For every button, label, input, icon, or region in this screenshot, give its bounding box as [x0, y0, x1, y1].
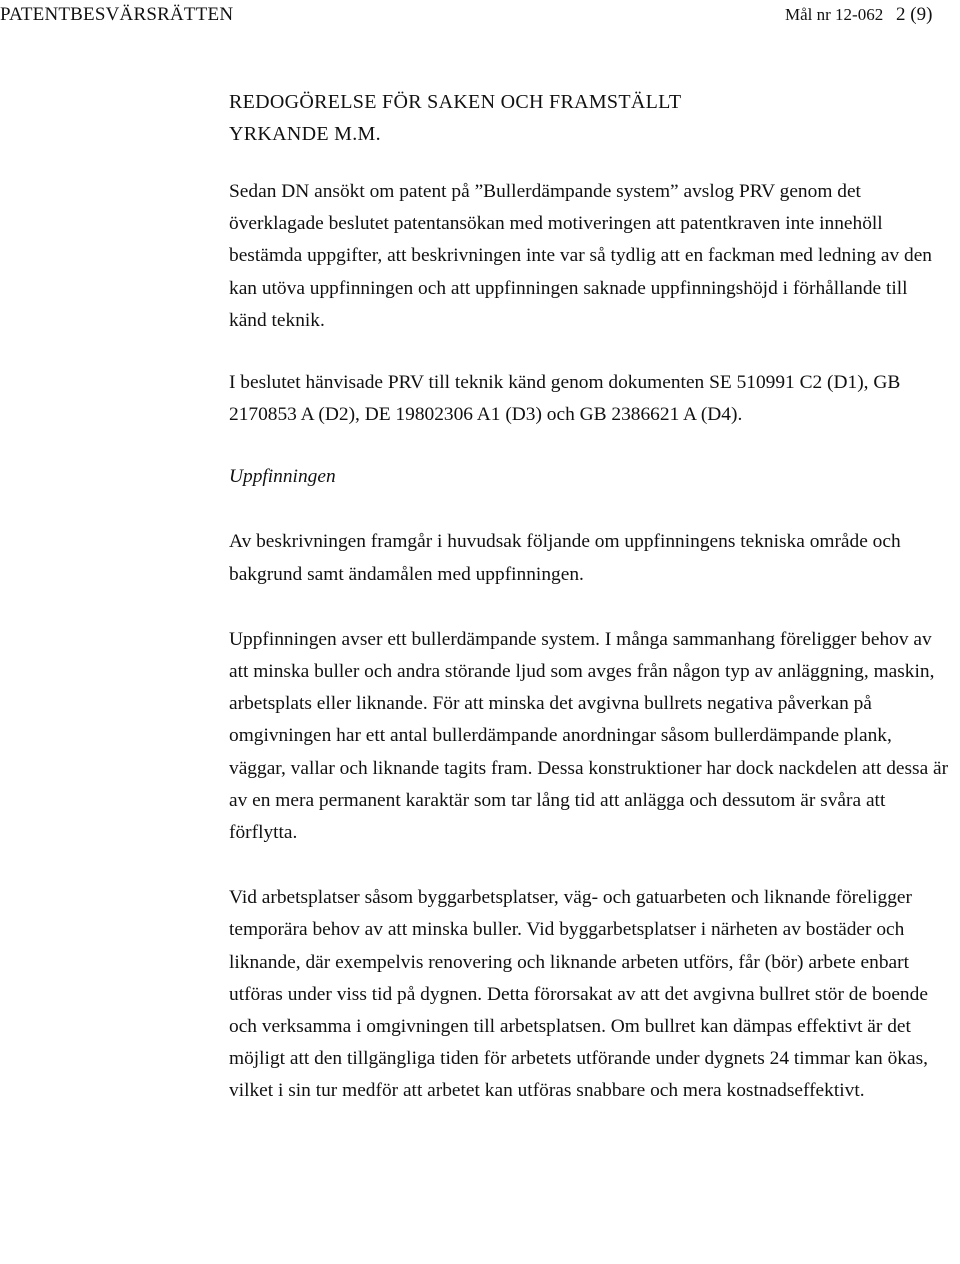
paragraph-description-intro: Av beskrivningen framgår i huvudsak följande om uppfinningens tekniska område och bakgrund samt ändamålen med uppfinningen. [229, 531, 901, 585]
page-indicator: 2 (9) [896, 4, 933, 25]
paragraph-cited-documents: I beslutet hänvisade PRV till teknik känd genom dokumenten SE 510991 C2 (D1), GB 2170853 A (D2), DE 19802306 A1 (D3) och GB 2386621 A (D4). [229, 372, 901, 426]
paragraph-decision-summary: Sedan DN ansökt om patent på ”Bullerdämpande system” avslog PRV genom det överklagade beslutet patentansökan med motiveringen att patentkraven inte innehöll bestämda uppgifter, att beskrivningen inte var så tydlig att en fackman med ledning av den kan utöva uppfinningen och att uppfinningen saknade uppfinningshöjd i förhållande till känd teknik. [229, 181, 932, 331]
subheading-invention: Uppfinningen [229, 466, 336, 488]
page-header [0, 2, 960, 28]
case-number: Mål nr 12-062 [785, 5, 884, 24]
section-heading: REDOGÖRELSE FÖR SAKEN OCH FRAMSTÄLLT YRKANDE M.M. [229, 91, 681, 145]
paragraph-worksite-need: Vid arbetsplatser såsom byggarbetsplatser, väg- och gatuarbeten och liknande föreligger temporära behov av att minska buller. Vid byggarbetsplatser i närheten av bostäder och liknande, där exempelvis renovering och liknande arbeten utförs, får (bör) arbete enbart utföras under viss tid på dygnen. Detta förorsakat av att det avgivna bullret stör de boende och verksamma i omgivningen till arbetsplatsen. Om bullret kan dämpas effektivt är det möjligt att den tillgängliga tiden för arbetets utförande under dygnets 24 timmar kan ökas, vilket i sin tur medför att arbetet kan utföras snabbare och mera kostnadseffektivt. [229, 887, 928, 1102]
document-body [229, 86, 949, 1108]
paragraph-invention-background: Uppfinningen avser ett bullerdämpande system. I många sammanhang föreligger behov av att minska buller och andra störande ljud som avges från någon typ av anläggning, maskin, arbetsplats eller liknande. För att minska det avgivna bullrets negativa påverkan på omgivningen har ett antal bullerdämpande anordningar såsom bullerdämpande plank, väggar, vallar och liknande tagits fram. Dessa konstruktioner har dock nackdelen att dessa är av en mera permanent karaktär som tar lång tid att anlägga och dessutom är svåra att förflytta. [229, 628, 949, 844]
court-name: PATENTBESVÄRSRÄTTEN [0, 4, 234, 25]
